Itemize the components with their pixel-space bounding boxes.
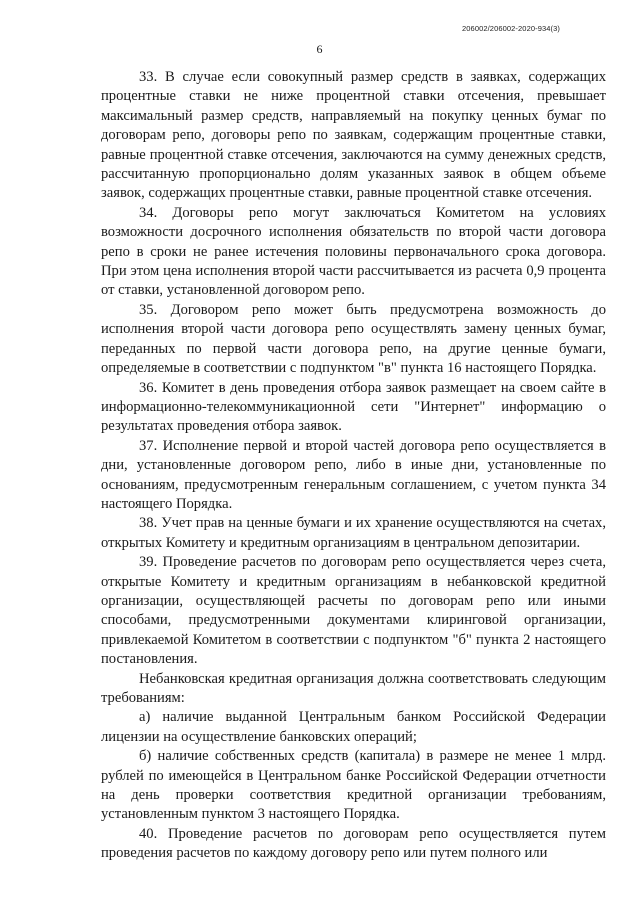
paragraph-40: 40. Проведение расчетов по договорам репо осуществляется путем проведения расчетов по каждому договору репо или путем полного или (101, 825, 606, 862)
page-number: 6 (316, 42, 323, 56)
document-body (101, 68, 606, 864)
document-id: 206002/206002-2020-934(3) (462, 24, 560, 33)
paragraph-requirement-a: а) наличие выданной Центральным банком Российской Федерации лицензии на осуществление банковских операций; (101, 709, 606, 745)
paragraph-34: 34. Договоры репо могут заключаться Комитетом на условиях возможности досрочного исполнения обязательств по второй части договора репо в сроки не ранее истечения половины первоначального срока договора. При этом цена исполнения второй части рассчитывается из расчета 0,9 процента от ставки, установленной договором репо. (101, 204, 606, 299)
paragraph-39: 39. Проведение расчетов по договорам репо осуществляется через счета, открытые Комитету и кредитным организациям в небанковской кредитной организации, осуществляющей расчеты по договорам репо или иными способами, предусмотренными документами клиринговой организации, привлекаемой Комитетом в соответствии с подпунктом "б" пункта 2 настоящего постановления. (101, 554, 606, 668)
paragraph-38: 38. Учет прав на ценные бумаги и их хранение осуществляются на счетах, открытых Комитету и кредитным организациям в центральном депозитарии. (101, 515, 606, 551)
paragraph-33: 33. В случае если совокупный размер средств в заявках, содержащих процентные ставки не ниже процентной ставки отсечения, превышает максимальный размер средств, направляемый на покупку ценных бумаг по договорам репо, договоры репо по заявкам, содержащим процентные ставки, равные процентной ставке отсечения, заключаются на сумму денежных средств, рассчитанную пропорционально долям указанных заявок в общем объеме заявок, содержащих процентные ставки, равные процентной ставке отсечения. (101, 69, 606, 202)
paragraph-37: 37. Исполнение первой и второй частей договора репо осуществляется в дни, установленные договором репо, либо в иные дни, установленные по основаниям, предусмотренным генеральным соглашением, с учетом пункта 34 настоящего Порядка. (101, 437, 606, 512)
paragraph-36: 36. Комитет в день проведения отбора заявок размещает на своем сайте в информационно-телекоммуникационной сети "Интернет" информацию о результатах проведения отбора заявок. (101, 379, 606, 435)
paragraph-35: 35. Договором репо может быть предусмотрена возможность до исполнения второй части договора репо осуществлять замену ценных бумаг, переданных по первой части договора репо, на другие ценные бумаги, определяемые в соответствии с подпунктом "в" пункта 16 настоящего Порядка. (101, 301, 606, 377)
paragraph-requirements-intro: Небанковская кредитная организация должна соответствовать следующим требованиям: (101, 670, 606, 706)
paragraph-requirement-b: б) наличие собственных средств (капитала) в размере не менее 1 млрд. рублей по имеющейся в Центральном банке Российской Федерации отчетности на день проверки соответствия кредитной организации требованиям, установленным пунктом 3 настоящего Порядка. (101, 748, 606, 823)
